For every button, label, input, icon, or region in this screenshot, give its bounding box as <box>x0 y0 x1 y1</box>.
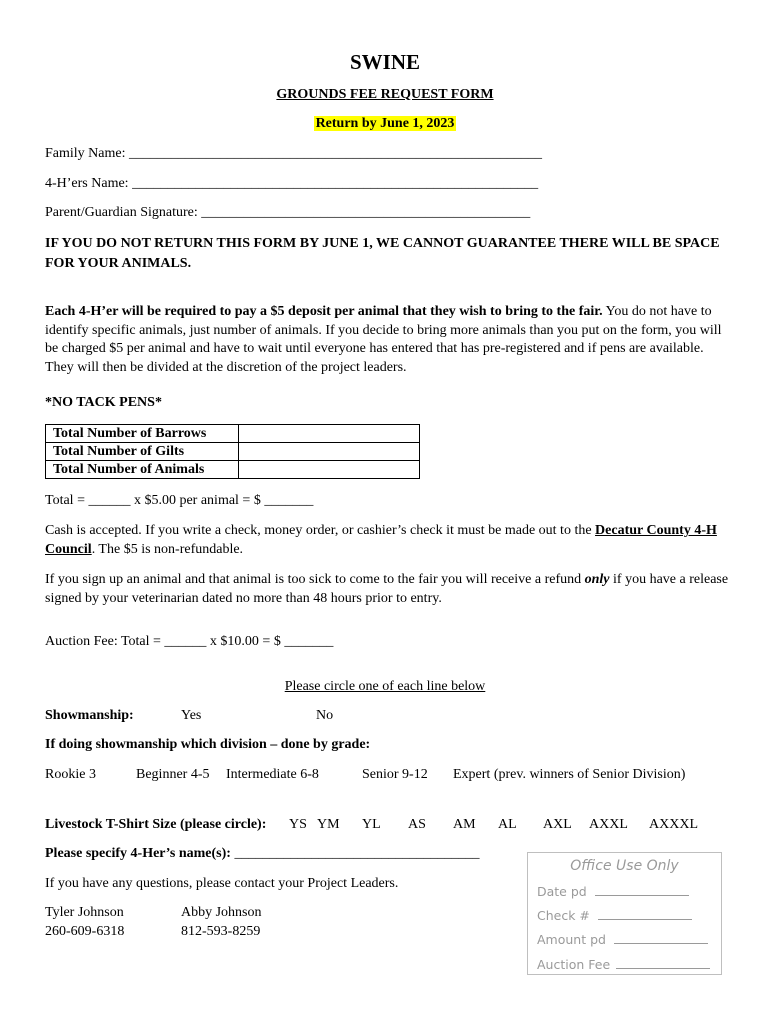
office-use-box <box>527 852 722 975</box>
count-label: Total Number of Animals <box>46 461 239 479</box>
size-axxl[interactable]: AXXL <box>589 817 628 832</box>
leader-phone: 812-593-8259 <box>181 924 261 939</box>
office-row-label: Check # <box>537 908 590 923</box>
questions-note: If you have any questions, please contact your Project Leaders. <box>45 876 399 891</box>
guardian-signature-field[interactable]: Parent/Guardian Signature: _______________________________________________ <box>45 205 531 220</box>
office-auction-fee-row[interactable] <box>537 956 717 972</box>
tshirt-label: Livestock T-Shirt Size (please circle): <box>45 817 267 832</box>
office-row-label: Auction Fee <box>537 957 611 972</box>
form-subtitle: GROUNDS FEE REQUEST FORM <box>276 87 494 102</box>
table-row <box>46 461 420 479</box>
leader-phone: 260-609-6318 <box>45 924 125 939</box>
fourh-name-field[interactable]: 4-H’ers Name: __________________________________________________________ <box>45 176 539 191</box>
office-use-title: Office Use Only <box>570 858 679 874</box>
deposit-bold: Each 4-H’er will be required to pay a $5 deposit per animal that they wish to bring to the fair. <box>45 304 603 319</box>
showmanship-no-option[interactable]: No <box>316 708 334 723</box>
showmanship-yes-option[interactable]: Yes <box>181 708 202 723</box>
size-am[interactable]: AM <box>453 817 476 832</box>
cash-text: Cash is accepted. If you write a check, money order, or cashier’s check it must be made out to the <box>45 523 596 538</box>
names-blank: ___________________________________ <box>230 846 480 861</box>
refund-paragraph <box>45 571 735 608</box>
circle-instruction: Please circle one of each line below <box>284 679 486 694</box>
division-rookie[interactable]: Rookie 3 <box>45 767 96 782</box>
animal-count-table <box>45 424 420 479</box>
office-blank-line <box>616 956 710 969</box>
cash-paragraph <box>45 522 735 559</box>
count-label: Total Number of Gilts <box>46 443 239 461</box>
size-al[interactable]: AL <box>498 817 517 832</box>
office-amount-row[interactable] <box>537 931 717 947</box>
office-blank-line <box>595 883 689 896</box>
count-value-cell[interactable] <box>239 443 420 461</box>
cash-text-end: . The $5 is non-refundable. <box>91 541 244 557</box>
table-row <box>46 443 420 461</box>
size-as[interactable]: AS <box>408 817 426 832</box>
refund-text-end: if you have a release signed by your veterinarian dated no more than 48 hours prior to entry. <box>45 572 729 606</box>
division-intermediate[interactable]: Intermediate 6-8 <box>226 767 319 782</box>
deadline-warning: IF YOU DO NOT RETURN THIS FORM BY JUNE 1, WE CANNOT GUARANTEE THERE WILL BE SPACE FOR YOUR ANIMALS. <box>45 236 720 271</box>
office-check-row[interactable] <box>537 907 717 923</box>
division-heading: If doing showmanship which division – done by grade: <box>45 737 371 752</box>
family-name-field[interactable]: Family Name: ___________________________________________________________ <box>45 146 542 161</box>
names-field[interactable] <box>45 846 479 862</box>
return-by-date: Return by June 1, 2023 <box>315 116 455 131</box>
office-date-paid-row[interactable] <box>537 883 717 899</box>
deposit-rest: You do not have to identify specific animals, just number of animals. If you decide to bring more animals than you put on the form, you will be charged $5 per animal and have to wait until everyone has entered that has pre-registered and if pens are available. They will then be divided at the discretion of the project leaders. <box>45 304 722 375</box>
size-axxxl[interactable]: AXXXL <box>649 817 698 832</box>
division-beginner[interactable]: Beginner 4-5 <box>136 767 210 782</box>
payee-name: Decatur County 4-H Council <box>45 523 717 557</box>
size-ym[interactable]: YM <box>317 817 340 832</box>
deposit-paragraph <box>45 303 735 377</box>
division-senior[interactable]: Senior 9-12 <box>362 767 428 782</box>
division-expert[interactable]: Expert (prev. winners of Senior Division) <box>453 767 686 782</box>
refund-text: If you sign up an animal and that animal is too sick to come to the fair you will receive a refund <box>45 572 585 587</box>
count-value-cell[interactable] <box>239 425 420 443</box>
refund-emphasis: only <box>584 572 610 587</box>
office-row-label: Amount pd <box>537 932 606 947</box>
auction-fee-line[interactable]: Auction Fee: Total = ______ x $10.00 = $ _______ <box>45 634 334 649</box>
office-blank-line <box>614 931 708 944</box>
office-blank-line <box>598 907 692 920</box>
leader-name: Abby Johnson <box>181 905 262 920</box>
table-row <box>46 425 420 443</box>
size-axl[interactable]: AXL <box>543 817 572 832</box>
names-label: Please specify 4-Her’s name(s): <box>45 846 231 861</box>
page-title: SWINE <box>349 50 421 74</box>
count-label: Total Number of Barrows <box>46 425 239 443</box>
leader-name: Tyler Johnson <box>45 905 124 920</box>
count-value-cell[interactable] <box>239 461 420 479</box>
size-yl[interactable]: YL <box>362 817 381 832</box>
deposit-total-line[interactable]: Total = ______ x $5.00 per animal = $ _______ <box>45 493 314 508</box>
showmanship-label: Showmanship: <box>45 708 134 723</box>
no-tack-note: *NO TACK PENS* <box>45 395 162 410</box>
size-ys[interactable]: YS <box>289 817 307 832</box>
office-row-label: Date pd <box>537 884 587 899</box>
